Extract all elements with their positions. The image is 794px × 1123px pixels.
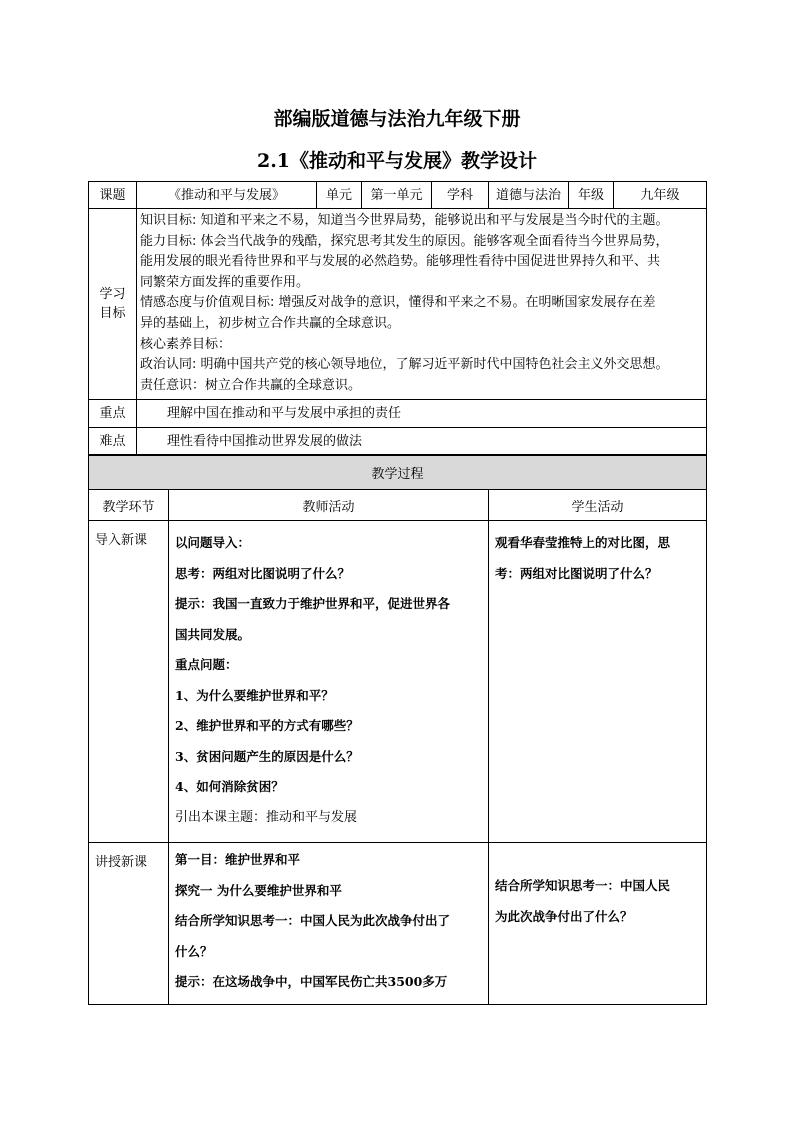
teacher-line: 什么？ <box>175 943 213 959</box>
subject-label: 学科 <box>432 182 489 209</box>
goal-line: 知识目标: 知道和平来之不易，知道当今世界局势，能够说出和平与发展是当今时代的主题。 <box>140 213 669 228</box>
subject-value: 道德与法治 <box>489 182 569 209</box>
teacher-line: 国共同发展。 <box>175 626 251 642</box>
table-row <box>89 521 707 843</box>
goals-label-line1: 学习 <box>99 287 126 302</box>
lesson-info-table <box>88 181 707 455</box>
grade-label: 年级 <box>569 182 614 209</box>
goal-line: 情感态度与价值观目标: 增强反对战争的意识，懂得和平来之不易。在明晰国家发展存在差 <box>140 295 656 311</box>
student-line: 结合所学知识思考一：中国人民 <box>495 878 671 893</box>
teacher-line: 第一目：维护世界和平 <box>175 852 301 867</box>
goals-content <box>137 209 707 400</box>
document-subtitle: 2.1《推动和平与发展》教学设计 <box>256 150 538 172</box>
teacher-activity-cell <box>169 521 489 843</box>
goals-label <box>89 209 137 400</box>
teaching-process-table <box>88 455 707 1005</box>
student-activity-cell <box>489 521 707 843</box>
teacher-line: 1、为什么要维护世界和平？ <box>175 687 334 703</box>
student-line: 观看华春莹推特上的对比图，思 <box>495 535 671 550</box>
unit-label: 单元 <box>317 182 362 209</box>
topic-value: 《推动和平与发展》 <box>137 182 317 209</box>
col-student-header: 学生活动 <box>489 490 707 521</box>
teacher-line: 结合所学知识思考一：中国人民为此次战争付出了 <box>175 913 451 928</box>
unit-value: 第一单元 <box>362 182 432 209</box>
teacher-line: 提示：我国一直致力于维护世界和平，促进世界各 <box>175 596 451 611</box>
teacher-line: 探究一 为什么要维护世界和平 <box>175 882 342 898</box>
goal-line: 能力目标: 体会当代战争的残酷，探究思考其发生的原因。能够客观全面看待当今世界局势， <box>140 233 669 249</box>
teacher-line: 重点问题： <box>175 657 238 672</box>
process-heading: 教学过程 <box>89 456 707 490</box>
student-line: 为此次战争付出了什么？ <box>495 908 633 924</box>
goal-line: 责任意识：树立合作共赢的全球意识。 <box>140 377 362 393</box>
topic-label: 课题 <box>89 182 137 209</box>
difficult-point-value: 理性看待中国推动世界发展的做法 <box>137 428 707 455</box>
teacher-line: 提示：在这场战争中，中国军民伤亡共3500多万 <box>175 974 448 989</box>
col-teacher-header: 教师活动 <box>169 490 489 521</box>
student-activity-cell <box>489 843 707 1005</box>
goal-line: 能用发展的眼光看待世界和平与发展的必然趋势。能够理性看待中国促进世界持久和平、共 <box>140 254 661 270</box>
key-point-value: 理解中国在推动和平与发展中承担的责任 <box>137 400 707 428</box>
stage-cell: 讲授新课 <box>89 843 169 1005</box>
teacher-line: 3、贫困问题产生的原因是什么？ <box>175 748 359 764</box>
stage-cell: 导入新课 <box>89 521 169 843</box>
goal-line: 异的基础上，初步树立合作共赢的全球意识。 <box>140 315 401 331</box>
teacher-line: 以问题导入： <box>175 535 251 550</box>
grade-value: 九年级 <box>614 182 707 209</box>
difficult-point-label: 难点 <box>89 428 137 455</box>
key-point-label: 重点 <box>89 400 137 428</box>
teacher-activity-cell <box>169 843 489 1005</box>
teacher-line: 2、维护世界和平的方式有哪些？ <box>175 718 359 733</box>
teacher-line: 引出本课主题：推动和平与发展 <box>175 809 358 825</box>
teacher-line: 思考：两组对比图说明了什么？ <box>175 565 351 581</box>
goal-line: 同繁荣方面发挥的重要作用。 <box>140 274 310 290</box>
teacher-line: 4、如何消除贫困？ <box>175 779 284 794</box>
goals-label-line2: 目标 <box>99 306 126 321</box>
document-title: 部编版道德与法治九年级下册 <box>273 108 521 130</box>
table-row <box>89 843 707 1005</box>
student-line: 考：两组对比图说明了什么？ <box>495 565 658 581</box>
goal-line: 核心素养目标： <box>140 336 232 352</box>
goal-line: 政治认同: 明确中国共产党的核心领导地位，了解习近平新时代中国特色社会主义外交思想。 <box>140 357 669 373</box>
col-stage-header: 教学环节 <box>89 490 169 521</box>
